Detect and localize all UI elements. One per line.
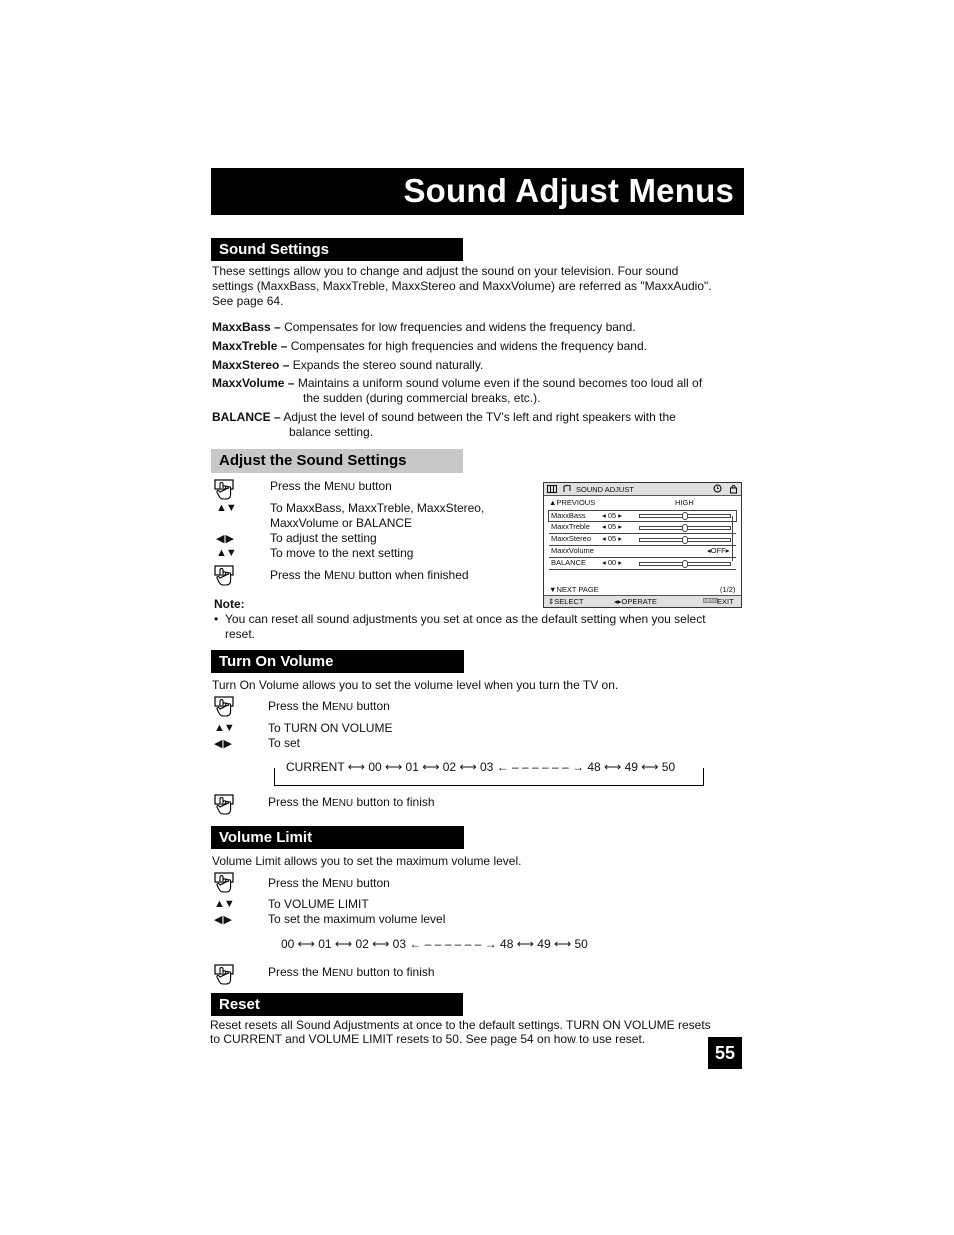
step-text: Press the M [268, 699, 333, 713]
menu-smallcaps: ENU [332, 968, 354, 979]
note-text-1: You can reset all sound adjustments you set at once as the default setting when you select [225, 612, 706, 626]
osd-slider[interactable] [639, 514, 731, 518]
osd-top-bar [544, 483, 741, 496]
menu-button-icon [213, 794, 235, 816]
note-bullet: • [214, 612, 219, 626]
step-text: Press the M [268, 876, 333, 890]
osd-row-balance[interactable] [549, 558, 736, 570]
sound-settings-intro-2: settings (MaxxBass, MaxxTreble, MaxxStereo and MaxxVolume) are referred as "MaxxAudio". [212, 279, 712, 293]
tov-step-set: To set [268, 736, 301, 750]
osd-row-maxxbass[interactable] [548, 510, 737, 522]
step-text: Press the M [268, 795, 333, 809]
volume-limit-intro: Volume Limit allows you to set the maximum volume level. [212, 854, 522, 868]
osd-row-value: ◂ 05 ▸ [602, 534, 623, 543]
osd-next-page-label: NEXT PAGE [556, 585, 599, 594]
step-text: button when finished [355, 568, 469, 582]
adjust-step-select-2: MaxxVolume or BALANCE [270, 516, 413, 530]
definition-desc: Compensates for low frequencies and widens the frequency band. [284, 320, 636, 334]
reset-text-1: Reset resets all Sound Adjustments at once to the default settings. TURN ON VOLUME resets [210, 1018, 711, 1032]
definition-term: MaxxBass – [212, 320, 281, 334]
osd-row-label: MaxxBass [551, 511, 586, 520]
page-title: Sound Adjust Menus [403, 172, 734, 209]
definition-desc: Adjust the level of sound between the TV’s left and right speakers with the [283, 410, 676, 424]
down-arrow-icon: ▼ [549, 585, 557, 594]
step-text: Press the M [268, 965, 333, 979]
menu-smallcaps: ENU [334, 482, 356, 493]
up-down-small-icon: ⇕ [548, 597, 555, 606]
step-text: button to finish [353, 795, 435, 809]
osd-row-maxxtreble[interactable] [549, 522, 736, 534]
osd-exit-label: EXIT [717, 597, 734, 606]
osd-row-value: ◂OFF▸ [707, 546, 730, 555]
osd-row-maxxvolume[interactable] [549, 546, 736, 558]
osd-row-label: MaxxStereo [551, 534, 592, 543]
osd-title: SOUND ADJUST [576, 485, 634, 494]
left-right-arrows-icon: ◀ ▶ [214, 914, 231, 926]
osd-row-value-text: 05 [607, 522, 617, 531]
definition-maxxbass [212, 320, 636, 335]
definition-desc: Expands the stereo sound naturally. [292, 358, 484, 372]
osd-row-label: BALANCE [551, 558, 587, 567]
menu-key-icon: MENU [704, 598, 718, 603]
lock-icon [729, 484, 738, 494]
definition-maxxvolume [212, 376, 702, 391]
sound-settings-intro-1: These settings allow you to change and adjust the sound on your television. Four sound [212, 264, 679, 278]
page-title-bar [211, 168, 744, 215]
step-text: Press the M [270, 479, 335, 493]
osd-slider-knob[interactable] [682, 560, 688, 568]
left-right-arrows-icon: ◀ ▶ [216, 533, 233, 545]
osd-slider-knob[interactable] [682, 536, 688, 544]
menu-button-icon [213, 872, 235, 894]
page-number: 55 [708, 1037, 742, 1069]
menu-smallcaps: ENU [332, 879, 354, 890]
osd-previous[interactable] [549, 498, 595, 507]
definition-term: BALANCE – [212, 410, 281, 424]
step-text: button [353, 876, 390, 890]
osd-row-value-text: 00 [607, 558, 617, 567]
section-heading-reset: Reset [211, 993, 463, 1016]
adjust-step-select-1: To MaxxBass, MaxxTreble, MaxxStereo, [270, 501, 485, 515]
osd-row-value: ◂ 05 ▸ [602, 522, 623, 531]
section-heading-volume-limit: Volume Limit [211, 826, 464, 849]
osd-slider[interactable] [639, 526, 731, 530]
definition-balance [212, 410, 676, 425]
osd-slider[interactable] [639, 538, 731, 542]
sound-settings-intro-3: See page 64. [212, 294, 284, 308]
vl-step-press-menu [268, 876, 390, 892]
definition-term: MaxxTreble – [212, 339, 288, 353]
osd-next-page[interactable] [549, 585, 599, 594]
osd-row-label: MaxxVolume [551, 546, 594, 555]
osd-operate-label: OPERATE [621, 597, 657, 606]
osd-previous-label: PREVIOUS [556, 498, 596, 507]
osd-row-value-text: 05 [607, 511, 617, 520]
section-heading-adjust: Adjust the Sound Settings [211, 449, 463, 473]
adjust-step-finish [270, 568, 469, 584]
osd-row-value: ◂ 05 ▸ [602, 511, 623, 520]
clock-icon [713, 484, 722, 493]
step-text: button [353, 699, 390, 713]
up-down-arrows-icon: ▲▼ [214, 898, 234, 910]
step-text: button [355, 479, 392, 493]
up-down-arrows-icon: ▲▼ [214, 722, 234, 734]
menu-button-icon [213, 696, 235, 718]
up-down-arrows-icon: ▲▼ [216, 547, 236, 559]
tov-step-finish [268, 795, 435, 811]
definition-maxxvolume-cont: the sudden (during commercial breaks, etc.). [303, 391, 541, 405]
definition-maxxtreble [212, 339, 647, 354]
definition-balance-cont: balance setting. [289, 425, 374, 439]
adjust-step-adjust: To adjust the setting [270, 531, 377, 545]
adjust-step-next: To move to the next setting [270, 546, 414, 560]
menu-button-icon [213, 964, 235, 986]
osd-select-hint [548, 597, 583, 606]
osd-page-indicator: (1/2) [720, 585, 736, 594]
up-down-arrows-icon: ▲▼ [216, 502, 236, 514]
osd-slider-knob[interactable] [682, 524, 688, 532]
left-right-small-icon: ◂▸ [614, 597, 622, 606]
menu-smallcaps: ENU [334, 571, 356, 582]
osd-slider-knob[interactable] [682, 512, 688, 520]
menu-button-icon [213, 565, 235, 587]
osd-row-value-text: 05 [607, 534, 617, 543]
menu-button-icon [213, 479, 235, 501]
volume-limit-sequence: 00 ⟷ 01 ⟷ 02 ⟷ 03 ← – – – – – – → 48 ⟷ 49 ⟷ 50 [281, 937, 588, 951]
tov-step-select: To TURN ON VOLUME [268, 721, 393, 735]
vl-step-set: To set the maximum volume level [268, 912, 446, 926]
left-right-arrows-icon: ◀ ▶ [214, 738, 231, 750]
osd-slider[interactable] [639, 562, 731, 566]
osd-operate-hint [614, 597, 657, 606]
definition-term: MaxxVolume – [212, 376, 295, 390]
section-heading-turn-on-volume: Turn On Volume [211, 650, 464, 673]
music-note-icon [563, 485, 571, 493]
definition-desc: Compensates for high frequencies and widens the frequency band. [290, 339, 647, 353]
vl-step-select: To VOLUME LIMIT [268, 897, 369, 911]
osd-row-value: ◂ 00 ▸ [602, 558, 623, 567]
definition-maxxstereo [212, 358, 483, 373]
turn-on-volume-sequence: CURRENT ⟷ 00 ⟷ 01 ⟷ 02 ⟷ 03 ← – – – – – – → 48 ⟷ 49 ⟷ 50 [286, 760, 676, 774]
osd-row-value-text: OFF [710, 546, 726, 555]
sound-adjust-osd [543, 482, 742, 608]
definition-desc: Maintains a uniform sound volume even if the sound becomes too loud all of [297, 376, 703, 390]
up-arrow-icon: ▲ [549, 498, 557, 507]
note-label: Note: [214, 597, 245, 611]
reset-text-2: to CURRENT and VOLUME LIMIT resets to 50. See page 54 on how to use reset. [210, 1032, 646, 1046]
step-text: button to finish [353, 965, 435, 979]
osd-scrollbar[interactable] [732, 516, 737, 561]
menu-smallcaps: ENU [332, 798, 354, 809]
definition-term: MaxxStereo – [212, 358, 290, 372]
osd-select-label: SELECT [554, 597, 584, 606]
osd-row-maxxstereo[interactable] [549, 534, 736, 546]
osd-row-label: MaxxTreble [551, 522, 590, 531]
section-heading-sound-settings: Sound Settings [211, 238, 463, 261]
osd-level: HIGH [675, 498, 694, 507]
osd-bottom-bar [544, 595, 741, 607]
step-text: Press the M [270, 568, 335, 582]
tov-step-press-menu [268, 699, 390, 715]
speaker-menu-icon [547, 485, 557, 493]
turn-on-volume-intro: Turn On Volume allows you to set the volume level when you turn the TV on. [212, 678, 619, 692]
adjust-step-press-menu [270, 479, 392, 495]
menu-smallcaps: ENU [332, 702, 354, 713]
vl-step-finish [268, 965, 435, 981]
note-text-2: reset. [225, 627, 256, 641]
